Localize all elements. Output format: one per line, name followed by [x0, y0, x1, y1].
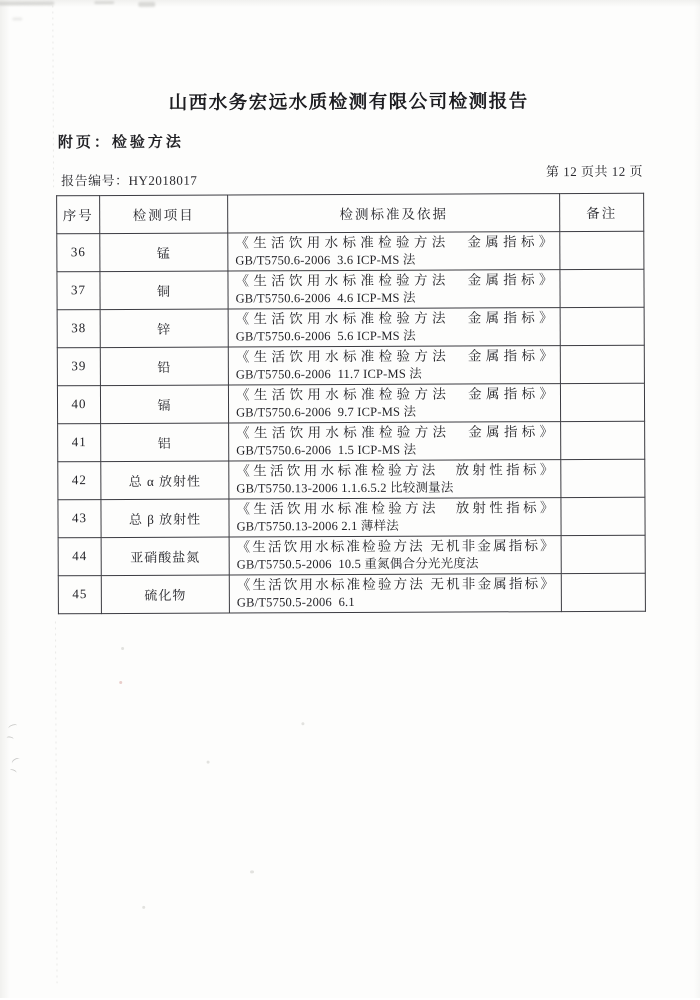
standard-title-line: 《生活饮用水标准检验方法 金属指标》 [236, 423, 554, 440]
cell-standard [229, 535, 561, 574]
seq-value: 37 [70, 282, 87, 298]
scan-smudge [94, 1, 114, 4]
cell-remark [560, 307, 644, 345]
report-number-label: 报告编号： [61, 172, 129, 189]
standard-method-line: GB/T5750.6-2006 11.7 ICP-MS 法 [235, 366, 423, 381]
item-name: 铅 [157, 359, 172, 375]
scan-speck [250, 870, 254, 873]
cell-seq [57, 271, 100, 309]
item-name: 总 α 放射性 [128, 473, 202, 489]
seq-value: 40 [71, 396, 87, 412]
cell-standard [229, 497, 561, 536]
cell-item [100, 233, 228, 272]
col-header-standard: 检测标准及依据 [228, 194, 560, 233]
attachment-subtitle: 附页：检验方法 [57, 132, 184, 152]
standard-method-line: GB/T5750.6-2006 1.5 ICP-MS 法 [236, 442, 417, 457]
standard-title-line: 《生活饮用水标准检验方法 金属指标》 [235, 309, 553, 326]
table-row [58, 459, 645, 500]
standard-title-line: 《生活饮用水标准检验方法 金属指标》 [235, 347, 553, 364]
scan-speck [142, 906, 145, 909]
paper-fold-line-bottom [55, 621, 58, 983]
table-row [58, 535, 645, 576]
item-name: 锰 [156, 245, 171, 261]
page-number: 第 12 页共 12 页 [545, 163, 644, 180]
item-name: 锌 [157, 321, 172, 337]
seq-value: 43 [71, 510, 88, 526]
cell-remark [560, 383, 644, 421]
cell-remark [560, 269, 644, 307]
standard-method-line: GB/T5750.5-2006 6.1 [236, 594, 355, 609]
cell-item [101, 499, 229, 538]
report-number-value: HY2018017 [128, 172, 198, 188]
col-header-seq: 序号 [57, 196, 100, 234]
standard-method-line: GB/T5750.6-2006 4.6 ICP-MS 法 [235, 290, 416, 305]
scan-speck [121, 647, 124, 650]
pencil-mark [9, 768, 17, 774]
cell-item [101, 423, 229, 462]
cell-standard [228, 307, 560, 346]
methods-table-head [57, 193, 644, 233]
cell-remark [561, 535, 645, 573]
cell-item [100, 271, 228, 310]
scan-speck [207, 761, 210, 764]
methods-table [56, 193, 646, 614]
cell-standard [228, 269, 560, 308]
cell-seq [58, 575, 101, 613]
cell-seq [58, 499, 101, 537]
cell-remark [561, 421, 645, 459]
table-row [57, 345, 644, 386]
cell-standard [228, 231, 560, 270]
standard-method-line: GB/T5750.6-2006 9.7 ICP-MS 法 [236, 404, 417, 419]
cell-remark [561, 573, 645, 611]
standard-method-line: GB/T5750.13-2006 1.1.6.5.2 比较测量法 [236, 480, 454, 495]
cell-seq [58, 537, 101, 575]
item-name: 亚硝酸盐氮 [130, 549, 201, 565]
standard-title-line: 《生活饮用水标准检验方法 无机非金属指标》 [236, 575, 554, 592]
table-row [57, 231, 644, 272]
cell-remark [560, 231, 644, 269]
item-name: 总 β 放射性 [128, 511, 202, 527]
table-row [57, 307, 644, 348]
item-name: 镉 [157, 397, 172, 413]
cell-seq [57, 309, 100, 347]
seq-value: 36 [70, 244, 86, 260]
report-number [61, 170, 197, 190]
cell-item [100, 309, 228, 348]
cell-seq [57, 233, 100, 271]
cell-remark [560, 345, 644, 383]
standard-title-line: 《生活饮用水标准检验方法 无机非金属指标》 [236, 537, 554, 554]
cell-seq [57, 347, 100, 385]
table-row [58, 573, 645, 614]
header-row [57, 193, 644, 233]
page-title: 山西水务宏远水质检测有限公司检测报告 [168, 91, 529, 114]
seq-value: 45 [72, 586, 88, 602]
standard-method-line: GB/T5750.6-2006 3.6 ICP-MS 法 [235, 252, 416, 267]
seq-value: 39 [71, 358, 87, 374]
standard-title-line: 《生活饮用水标准检验方法 放射性指标》 [236, 499, 554, 516]
standard-title-line: 《生活饮用水标准检验方法 金属指标》 [235, 385, 554, 402]
table-row [58, 497, 645, 538]
cell-standard [229, 573, 561, 612]
standard-title-line: 《生活饮用水标准检验方法 金属指标》 [235, 271, 553, 288]
col-header-item: 检测项目 [100, 195, 228, 233]
item-name: 铜 [156, 283, 172, 299]
cell-item [101, 461, 229, 500]
cell-item [100, 347, 228, 386]
cell-remark [561, 459, 645, 497]
col-header-remark: 备注 [560, 193, 644, 231]
seq-value: 42 [71, 472, 87, 488]
cell-seq [57, 385, 100, 423]
methods-table-body [57, 231, 646, 614]
item-name: 铝 [157, 435, 172, 451]
seq-value: 44 [72, 548, 88, 564]
seq-value: 38 [71, 320, 87, 336]
cell-standard [228, 345, 560, 384]
standard-title-line: 《生活饮用水标准检验方法 金属指标》 [235, 233, 553, 250]
standard-method-line: GB/T5750.13-2006 2.1 薄样法 [236, 518, 400, 533]
cell-item [101, 575, 229, 614]
table-row [58, 421, 645, 462]
cell-seq [58, 461, 101, 499]
standard-method-line: GB/T5750.5-2006 10.5 重氮偶合分光光度法 [236, 555, 479, 571]
scan-smudge [138, 2, 155, 7]
pencil-mark [6, 736, 14, 741]
cell-standard [229, 421, 561, 460]
scan-smudge [0, 1, 54, 5]
cell-item [100, 385, 228, 424]
item-name: 硫化物 [144, 587, 187, 603]
table-row [57, 269, 644, 310]
standard-method-line: GB/T5750.6-2006 5.6 ICP-MS 法 [235, 328, 416, 343]
cell-remark [561, 497, 645, 535]
pencil-mark [8, 723, 18, 731]
scan-smudge [12, 17, 22, 20]
cell-seq [58, 423, 101, 461]
cell-item [101, 537, 229, 576]
scan-speck [301, 722, 304, 725]
cell-standard [229, 459, 561, 498]
scan-speck [119, 681, 122, 684]
pencil-mark [11, 757, 22, 767]
standard-title-line: 《生活饮用水标准检验方法 放射性指标》 [236, 461, 554, 478]
table-row [57, 383, 644, 424]
cell-standard [228, 383, 560, 422]
seq-value: 41 [71, 434, 87, 450]
